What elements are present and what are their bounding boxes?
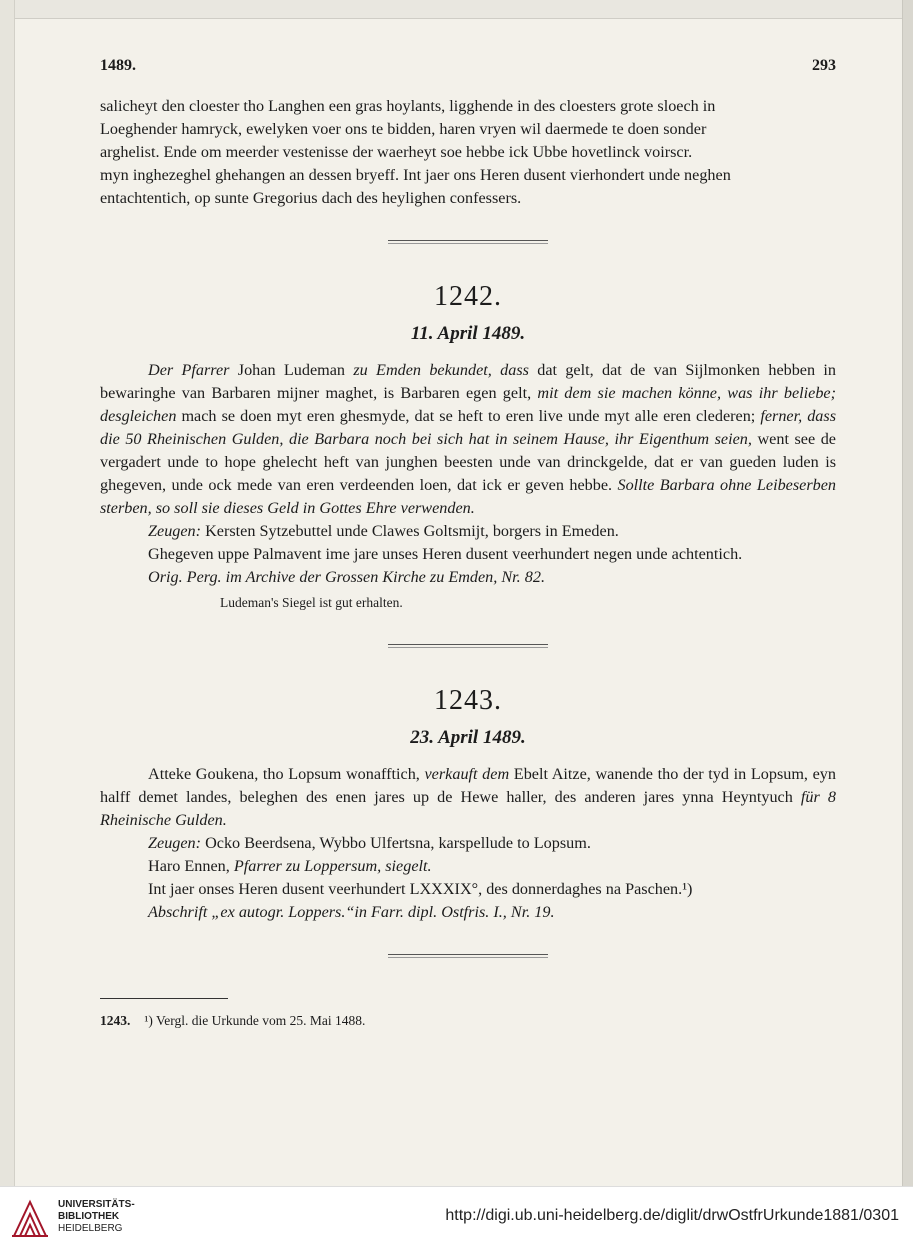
witnesses-line [100,832,836,855]
witnesses-names: Ocko Beerdsena, Wybbo Ulfertsna, karspellude to Lopsum. [201,834,591,852]
university-seal-icon [10,1198,50,1238]
dating-line: Ghegeven uppe Palmavent ime jare unses Heren dusent veerhundert negen unde achtentich. [148,545,743,563]
book-page [100,54,836,1032]
library-logo-text [58,1199,135,1235]
body-italic: zu Emden bekundet, dass [353,361,529,379]
body-text: Atteke Goukena, tho Lopsum wonafftich, [148,765,425,783]
text-line: arghelist. Ende om meerder vestenisse der waerheyt soe hebbe ick Ubbe hovetlinck voirscr. [100,143,693,161]
sealer-name: Haro Ennen, [148,857,234,875]
document-number: 1242. [434,281,502,312]
body-italic: mit dem sie machen könne, was ihr beliebe; desgleichen [100,384,836,425]
permalink-url[interactable]: http://digi.ub.uni-heidelberg.de/diglit/drwOstfrUrkunde1881/0301 [445,1207,899,1224]
document-date: 23. April 1489. [410,727,526,748]
logo-line: HEIDELBERG [58,1223,123,1234]
sealer-role: Pfarrer zu Loppersum, siegelt. [233,857,432,875]
body-text: went see de vergadert unde to hope ghelecht heft van junghen beesten unde van drinckgelde, dat er van gueden luden is ghegeven, unde ock mede van eren verdeenden loen, dat ick er geven hebbe. [100,430,836,494]
continued-text [100,95,836,210]
scan-frame-right [902,0,913,1186]
witnesses-names: Kersten Sytzebuttel unde Clawes Goltsmijt, borgers in Emeden. [201,522,619,540]
scan-frame-top [0,0,913,19]
footnote [100,1009,836,1032]
footnote-rule [100,998,228,999]
seal-note: Ludeman's Siegel ist gut erhalten. [220,595,403,610]
body-text: Ebelt Aitze, wanende tho der tyd in Lopsum, eyn halff demet landes, beleghen des enen jares up de Hewe haller, des anderen jares ynna Heyntyuch [100,765,836,806]
witnesses-label: Zeugen: [148,834,202,852]
body-text: Johan Ludeman [229,361,354,379]
body-italic: für 8 Rheinische Gulden. [100,788,836,829]
header-year: 1489. [100,57,136,74]
document-body [100,763,836,832]
logo-line: UNIVERSITÄTS- [58,1199,135,1210]
witnesses-label: Zeugen: [148,522,202,540]
document-number: 1243. [434,685,502,716]
viewer-footer [0,1186,913,1250]
text-line: myn inghezeghel ghehangen an dessen bryeff. Int jaer ons Heren dusent vierhondert unde neghen [100,166,731,184]
document-body [100,359,836,520]
document-date: 11. April 1489. [410,323,526,344]
section-separator [388,240,548,244]
section-separator [388,644,548,648]
body-italic: ferner, dass die 50 Rheinischen Gulden, die Barbara noch bei sich hat in seinem Hause, ihr Eigenthum seien, [100,407,836,448]
scan-frame-left [0,0,15,1186]
footnote-ref: 1243. [100,1013,131,1028]
source-line: Abschrift „ex autogr. Loppers.“in Farr. dipl. Ostfris. I., Nr. 19. [148,903,555,921]
source-line: Orig. Perg. im Archive der Grossen Kirche zu Emden, Nr. 82. [148,568,546,586]
body-text: dat gelt, dat de van Sijlmonken hebben in bewaringhe van Barbaren mijner maghet, is Barbaren egen gelt, [100,361,837,402]
page-number: 293 [812,57,836,74]
footnote-text: ¹) Vergl. die Urkunde vom 25. Mai 1488. [144,1013,366,1028]
body-italic: verkauft dem [424,765,510,783]
running-header [100,54,836,77]
dating-line: Int jaer onses Heren dusent veerhundert LXXXIX°, des donnerdaghes na Paschen.¹) [148,880,693,898]
witnesses-line [100,520,836,543]
text-line: entachtentich, op sunte Gregorius dach des heylighen confessers. [100,189,522,207]
body-italic: Der Pfarrer [148,361,230,379]
section-separator [388,954,548,958]
text-line: salicheyt den cloester tho Langhen een gras hoylants, ligghende in des cloesters grote sloech in [100,97,716,115]
body-italic: Sollte Barbara ohne Leibeserben sterben, so soll sie dieses Geld in Gottes Ehre verwenden. [100,476,836,517]
logo-line: BIBLIOTHEK [58,1211,120,1222]
body-text: mach se doen myt eren ghesmyde, dat se heft to eren live unde myt alle eren clederen; [176,407,761,425]
sealer-line [100,855,836,878]
text-line: Loeghender hamryck, ewelyken voer ons te bidden, haren vryen wil daermede te doen sonder [100,120,707,138]
